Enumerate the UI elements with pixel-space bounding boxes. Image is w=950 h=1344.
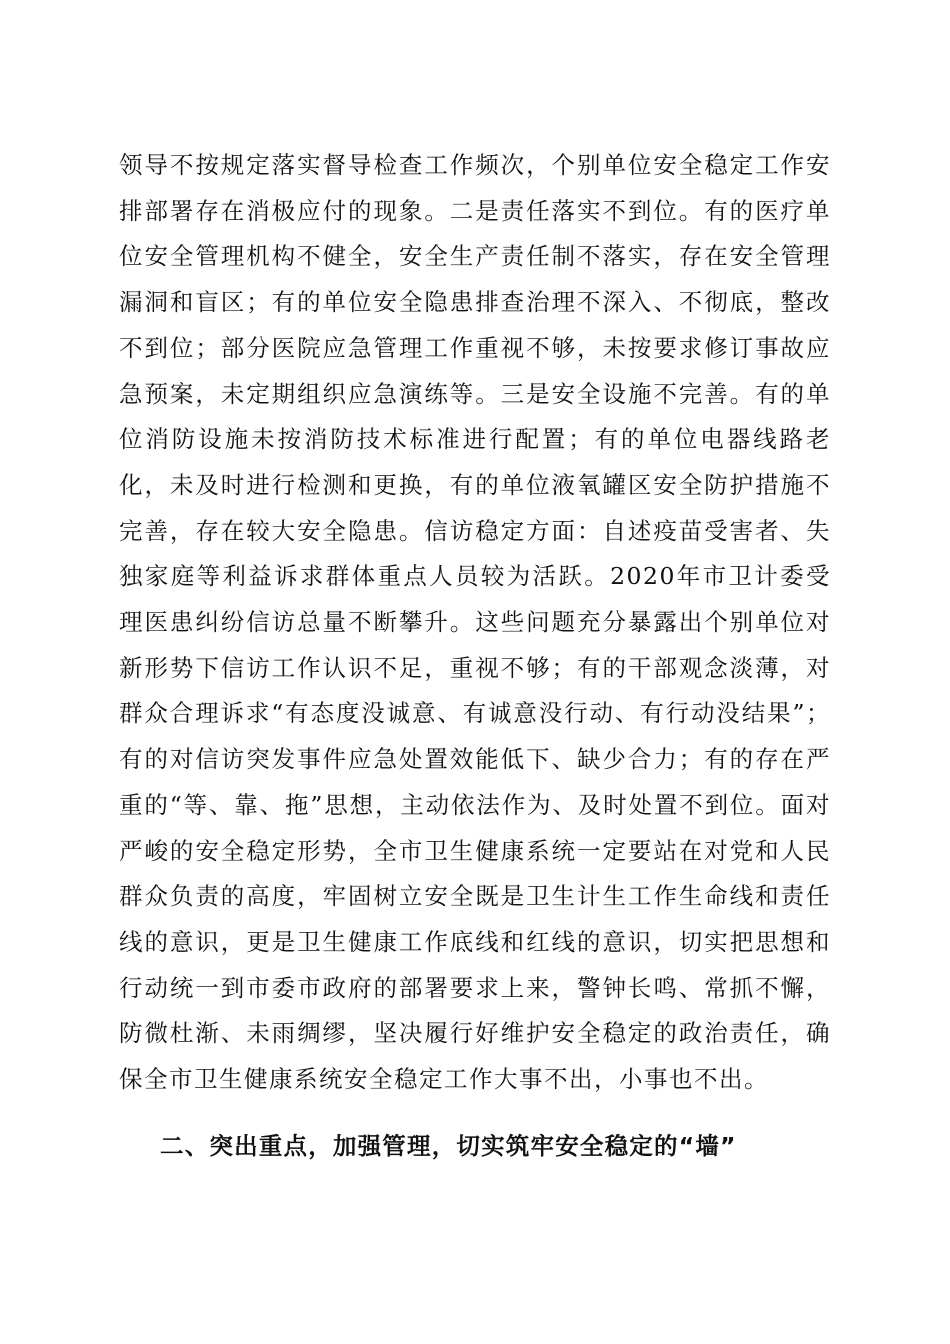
section-heading: 二、突出重点，加强管理，切实筑牢安全稳定的“墙”: [160, 1132, 737, 1160]
body-paragraph: 领导不按规定落实督导检查工作频次，个别单位安全稳定工作安排部署存在消极应付的现象。二是责任落实不到位。有的医疗单位安全管理机构不健全，安全生产责任制不落实，存在安全管理漏洞和盲区；有的单位安全隐患排查治理不深入、不彻底，整改不到位；部分医院应急管理工作重视不够，未按要求修订事故应急预案，未定期组织应急演练等。三是安全设施不完善。有的单位消防设施未按消防技术标准进行配置；有的单位电器线路老化，未及时进行检测和更换，有的单位液氧罐区安全防护措施不完善，存在较大安全隐患。信访稳定方面：自述疫苗受害者、失独家庭等利益诉求群体重点人员较为活跃。2020年市卫计委受理医患纠纷信访总量不断攀升。这些问题充分暴露出个别单位对新形势下信访工作认识不足，重视不够；有的干部观念淡薄，对群众合理诉求“有态度没诚意、有诚意没行动、有行动没结果”；有的对信访突发事件应急处置效能低下、缺少合力；有的存在严重的“等、靠、拖”思想，主动依法作为、及时处置不到位。面对严峻的安全稳定形势，全市卫生健康系统一定要站在对党和人民群众负责的高度，牢固树立安全既是卫生计生工作生命线和责任线的意识，更是卫生健康工作底线和红线的意识，切实把思想和行动统一到市委市政府的部署要求上来，警钟长鸣、常抓不懈，防微杜渐、未雨绸缪，坚决履行好维护安全稳定的政治责任，确保全市卫生健康系统安全稳定工作大事不出，小事也不出。: [119, 151, 831, 1094]
